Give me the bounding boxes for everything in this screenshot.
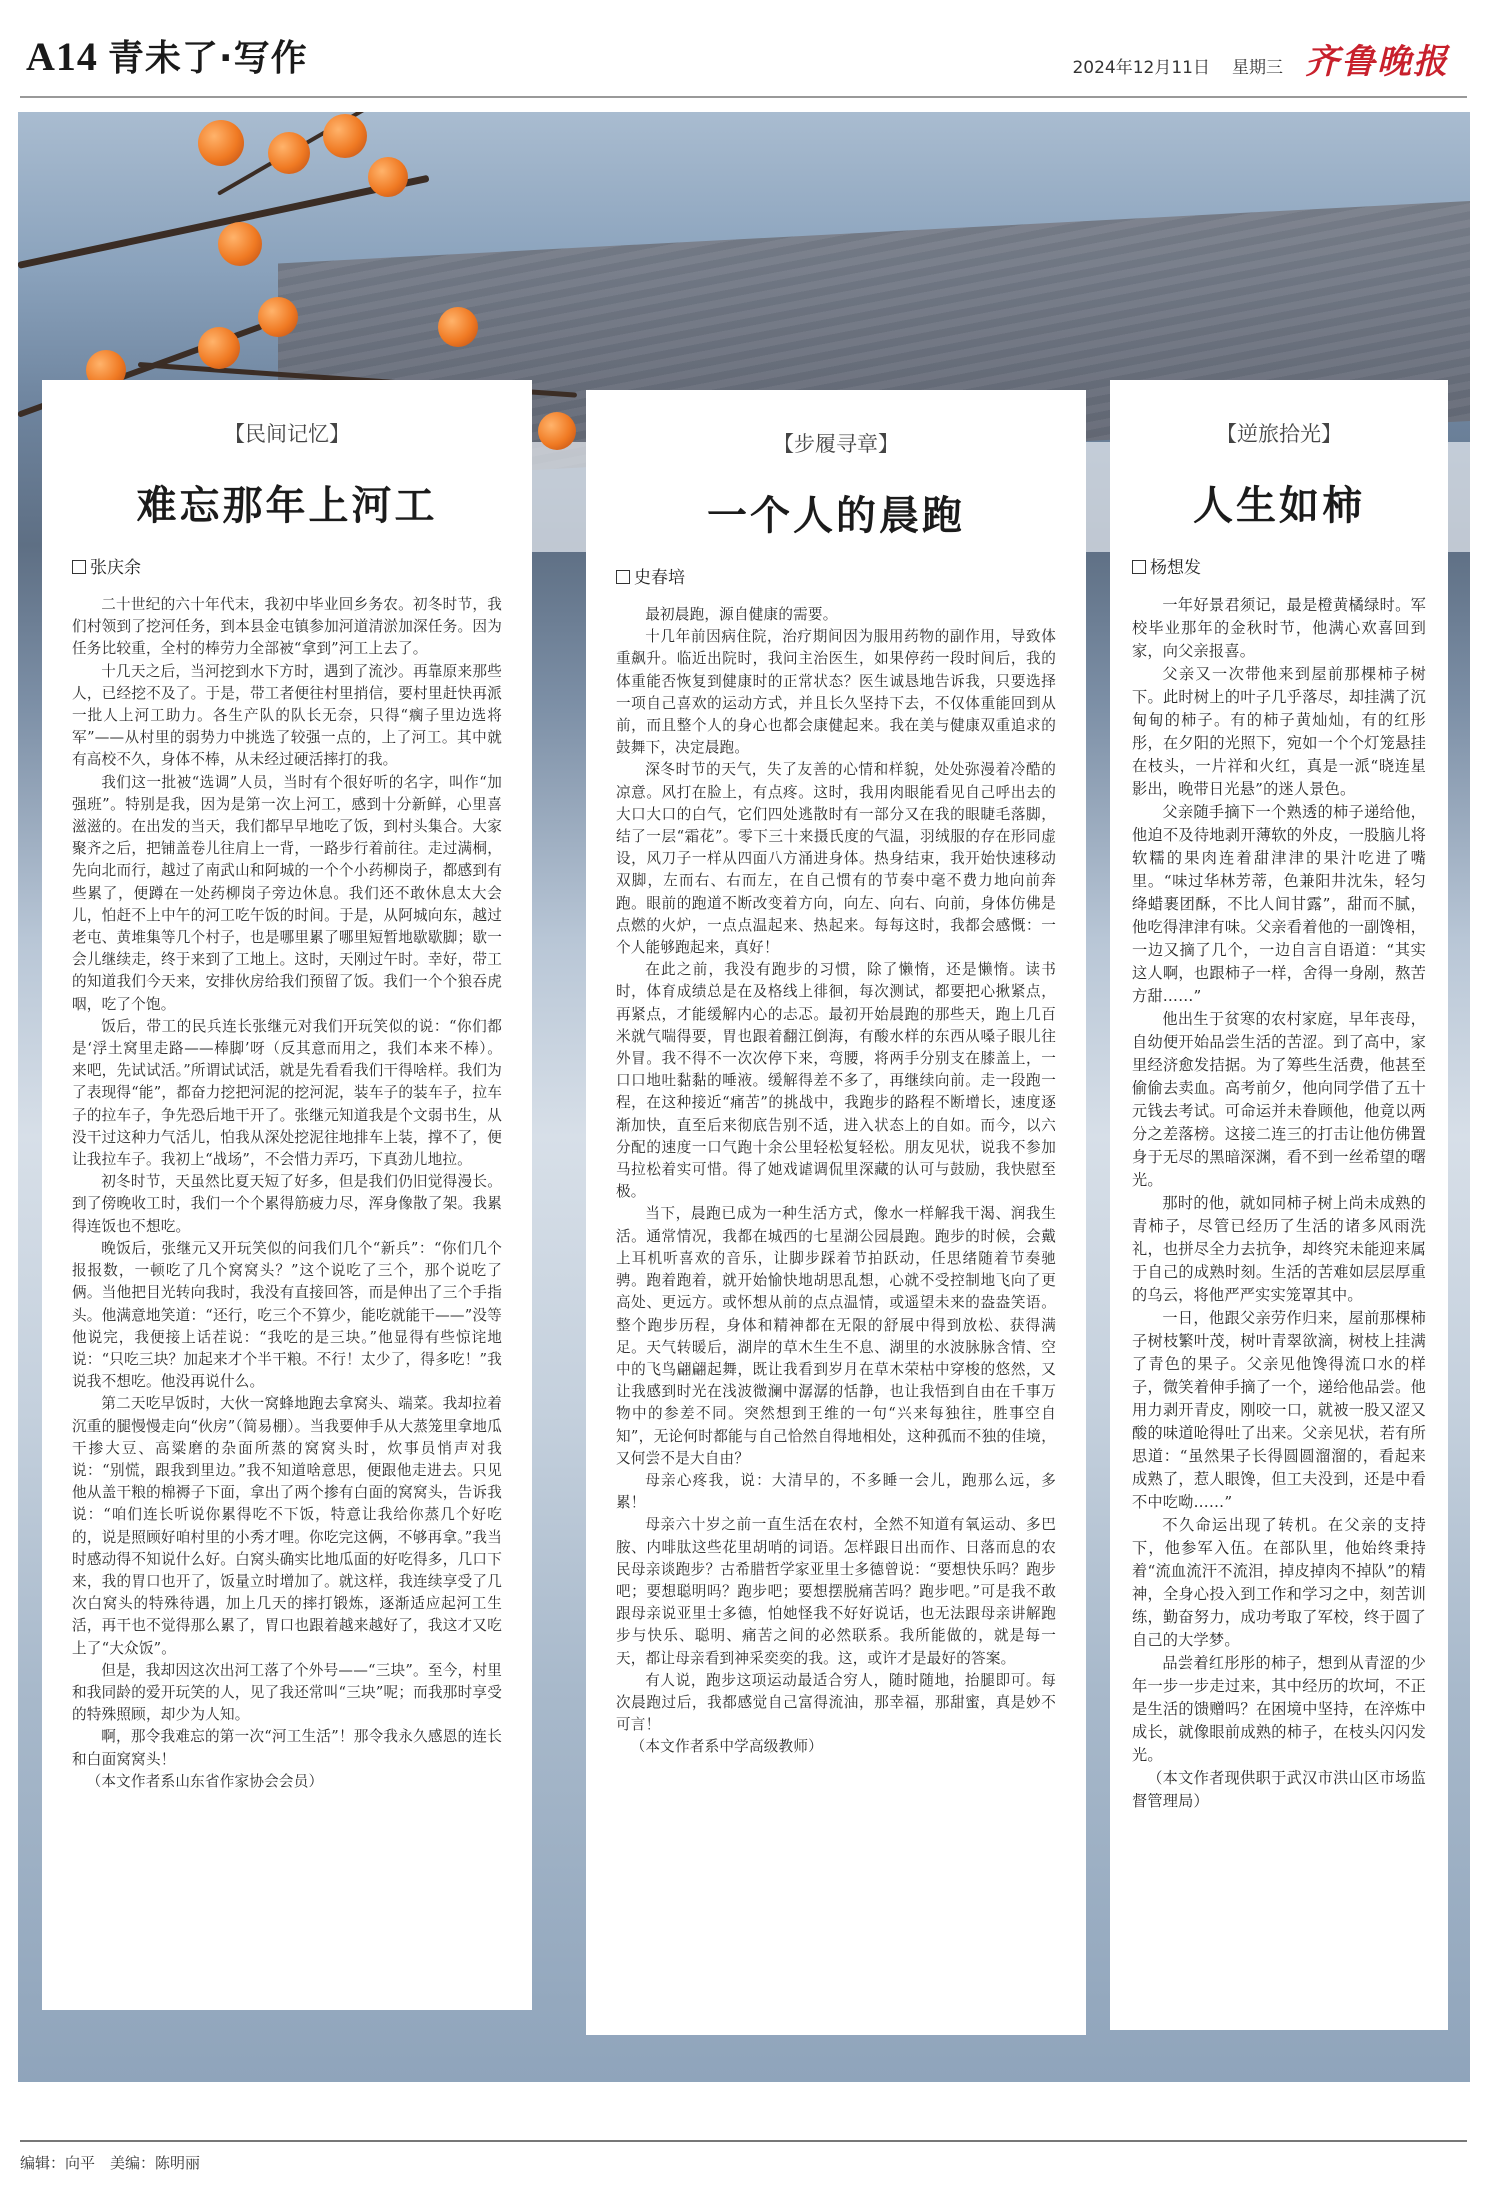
article-body: [616, 604, 1056, 1759]
paragraph: 最初晨跑，源自健康的需要。: [645, 606, 838, 623]
header-meta: [1072, 34, 1449, 83]
paragraph: 二十世纪的六十年代末，我初中毕业回乡务农。初冬时节，我们村领到了挖河任务，到本县金屯镇参加河道清淤加深任务。因为任务比较重，全村的棒劳力全部被“拿到”河工上去了。: [72, 596, 502, 658]
paragraph: 一日，他跟父亲劳作归来，屋前那棵柿子树枝繁叶茂，树叶青翠欲滴，树枝上挂满了青色的果子。父亲见他馋得流口水的样子，微笑着伸手摘了一个，递给他品尝。他用力剥开青皮，刚咬一口，就被一股又涩又酸的味道呛得吐了出来。父亲见状，若有所思道：“虽然果子长得圆圆溜溜的，看起来成熟了，惹人眼馋，但工夫没到，还是中看不中吃呦……”: [1132, 1309, 1426, 1511]
column-tag: 【步履寻章】: [773, 432, 899, 456]
paragraph: 但是，我却因这次出河工落了个外号——“三块”。至今，村里和我同龄的爱开玩笑的人，见了我还常叫“三块”呢；而我那时享受的特殊照顾，却少为人知。: [72, 1661, 502, 1724]
paragraph: 在此之前，我没有跑步的习惯，除了懒惰，还是懒惰。读书时，体育成绩总是在及格线上徘徊，每次测试，都要把心揪紧点，再紧点，才能缓解内心的忐忑。最初开始晨跑的那些天，跑上几百米就气喘得要，胃也跟着翻江倒海，有酸水样的东西从嗓子眼儿往外冒。我不得不一次次停下来，弯腰，将两手分别支在膝盖上，一口口地吐黏黏的唾液。缓解得差不多了，再继续向前。走一段跑一程，在这种接近“痛苦”的挑战中，我跑步的路程不断增长，速度逐渐加快，直至后来彻底告别不适，进入状态上的自如。而今，以六分配的速度一口气跑十余公里轻松复轻松。朋友见状，说我不参加马拉松着实可惜。得了她戏谑调侃里深藏的认可与鼓励，我快慰至极。: [616, 961, 1056, 1201]
article-body: [1132, 594, 1426, 1813]
author-name: 史春培: [634, 568, 685, 588]
article-title: 人生如柿: [1193, 483, 1365, 529]
article-card-1: [42, 380, 532, 2010]
paragraph: 父亲又一次带他来到屋前那棵柿子树下。此时树上的叶子几乎落尽，却挂满了沉甸甸的柿子。有的柿子黄灿灿，有的红彤彤，在夕阳的光照下，宛如一个个灯笼悬挂在枝头，一片祥和火红，真是一派“晓连星影出，晚带日光悬”的迷人景色。: [1132, 665, 1426, 798]
paragraph: 有人说，跑步这项运动最适合穷人，随时随地，抬腿即可。每次晨跑过后，我都感觉自己富得流油，那幸福，那甜蜜，真是妙不可言！: [616, 1671, 1056, 1734]
persimmon-fruit: [323, 114, 367, 158]
persimmon-fruit: [198, 120, 244, 166]
paragraph: 晚饭后，张继元又开玩笑似的问我们几个“新兵”：“你们几个报报数，一顿吃了几个窝窝头？”这个说吃了三个，那个说吃了俩。当他把目光转向我时，我没有直接回答，而是伸出了三个手指头。他满意地笑道：“还行，吃三个不算少，能吃就能干——”没等他说完，我便接上话茬说：“我吃的是三块。”他显得有些惊诧地说：“只吃三块？加起来才个半干粮。不行！太少了，得多吃！”我说我不想吃。他没再说什么。: [72, 1239, 502, 1391]
paragraph: 十几年前因病住院，治疗期间因为服用药物的副作用，导致体重飙升。临近出院时，我问主治医生，如果停药一段时间后，我的体重能否恢复到健康时的正常状态？医生诚恳地告诉我，只要选择一项自己喜欢的运动方式，并且长久坚持下去，不仅体重能回到从前，而且整个人的身心也都会康健起来。我在美与健康双重追求的鼓舞下，决定晨跑。: [616, 628, 1056, 757]
column-tag: 【逆旅拾光】: [1216, 422, 1342, 446]
paragraph: 一年好景君须记，最是橙黄橘绿时。军校毕业那年的金秋时节，他满心欢喜回到家，向父亲报喜。: [1132, 596, 1426, 660]
paragraph: 品尝着红彤彤的柿子，想到从青涩的少年一步一步走过来，其中经历的坎坷，不正是生活的馈赠吗？在困境中坚持，在淬炼中成长，就像眼前成熟的柿子，在枝头闪闪发光。: [1132, 1654, 1426, 1764]
persimmon-fruit: [218, 222, 262, 266]
editor-credits: 编辑：向平 美编：陈明丽: [20, 2154, 201, 2172]
author-note: （本文作者系中学高级教师）: [630, 1738, 823, 1756]
author-name: 张庆余: [90, 558, 141, 578]
article-author: [1132, 553, 1426, 578]
article-title: 一个人的晨跑: [707, 493, 965, 539]
persimmon-fruit: [198, 327, 240, 369]
page-footer: [20, 2140, 1467, 2180]
persimmon-fruit: [438, 307, 478, 347]
page-code: [26, 30, 308, 81]
paragraph: 啊，那令我难忘的第一次“河工生活”！那令我永久感恩的连长和白面窝窝头！: [72, 1728, 502, 1768]
paragraph: 深冬时节的天气，失了友善的心情和样貌，处处弥漫着冷酷的凉意。风打在脸上，有点疼。这时，我用肉眼能看见自己呼出去的大口大口的白气，它们四处逃散时有一部分又在我的眼睫毛落脚，结了一层“霜花”。零下三十来摄氏度的气温，羽绒服的存在形同虚设，风刀子一样从四面八方涌进身体。热身结束，我开始快速移动双脚，左而右、右而左，在自己惯有的节奏中毫不费力地向前奔跑。眼前的跑道不断改变着方向，向左、向右、向前，身体仿佛是点燃的火炉，一点点温起来、热起来。每每这时，我都会感慨：一个人能够跑起来，真好！: [616, 761, 1056, 957]
paragraph: 第二天吃早饭时，大伙一窝蜂地跑去拿窝头、端菜。我却拉着沉重的腿慢慢走向“伙房”（简易棚）。当我要伸手从大蒸笼里拿地瓜干掺大豆、高粱磨的杂面所蒸的窝窝头时，炊事员悄声对我说：“别慌，跟我到里边。”我不知道啥意思，便跟他走进去。只见他从盖干粮的棉褥子下面，拿出了两个掺有白面的窝窝头，告诉我说：“咱们连长听说你累得吃不下饭，特意让我给你蒸几个好吃的，说是照顾好咱村里的小秀才哩。你吃完这俩，不够再拿。”我当时感动得不知说什么好。白窝头确实比地瓜面的好吃得多，几口下来，我的胃口也开了，饭量立时增加了。就这样，我连续享受了几次白窝头的特殊待遇，加上几天的摔打锻炼，逐渐适应起河工生活，再干也不觉得那么累了，胃口也跟着越来越好了，我这才又吃上了“大众饭”。: [72, 1395, 502, 1657]
author-note: （本文作者现供职于武汉市洪山区市场监督管理局）: [1132, 1769, 1426, 1810]
paragraph: 不久命运出现了转机。在父亲的支持下，他参军入伍。在部队里，他始终秉持着“流血流汗不流泪，掉皮掉肉不掉队”的精神，全身心投入到工作和学习之中，刻苦训练，勤奋努力，成功考取了军校，终于圆了自己的大学梦。: [1132, 1516, 1426, 1649]
paragraph: 当下，晨跑已成为一种生活方式，像水一样解我干渴、润我生活。通常情况，我都在城西的七星湖公园晨跑。跑步的时候，会戴上耳机听喜欢的音乐，让脚步踩着节拍跃动，任思绪随着节奏驰骋。跑着跑着，就开始愉快地胡思乱想，心就不受控制地飞向了更高处、更远方。或怀想从前的点点温情，或遥望未来的盎盎笑语。整个跑步历程，身体和精神都在无限的舒展中得到放松、获得满足。天气转暖后，湖岸的草木生生不息、湖里的水波脉脉含情、空中的飞鸟翩翩起舞，既让我看到岁月在草木荣枯中穿梭的悠然，又让我感到时光在浅波微澜中潺潺的恬静，也让我悟到自由在千事万物中的参差不同。突然想到王维的一句“兴来每独往，胜事空自知”，无论何时都能与自己恰然自得地相处，这种孤而不独的佳境，又何尝不是大自由？: [616, 1205, 1056, 1467]
page-number: A14: [26, 34, 98, 79]
paragraph: 饭后，带工的民兵连长张继元对我们开玩笑似的说：“你们都是‘浮土窝里走路——棒脚’呀（反其意而用之，我们本来不棒）。来吧，先试试活。”所谓试试活，就是先看看我们干得啥样。我们为了表现得“能”，都奋力挖把河泥的挖河泥，装车子的装车子，拉车子的拉车子，争先恐后地干开了。张继元知道我是个文弱书生，从没干过这种力气活儿，怕我从深处挖泥往地排车上装，撑不了，便让我拉车子。我初上“战场”，不会惜力弄巧，下真劲儿地拉。: [72, 1017, 502, 1169]
persimmon-fruit: [538, 412, 576, 450]
paragraph: 父亲随手摘下一个熟透的柿子递给他，他迫不及待地剥开薄软的外皮，一股脑儿将软糯的果肉连着甜津津的果汁吃进了嘴里。“味过华林芳蒂，色兼阳井沈朱，轻匀绛蜡裹团酥，不比人间甘露”，甜而不腻，他吃得津津有味。父亲看着他的一副馋相，一边又摘了几个，一边自言自语道：“其实这人啊，也跟柿子一样，舍得一身剐，熬苦方甜……”: [1132, 803, 1426, 1005]
article-author: [72, 553, 502, 578]
author-box-icon: [616, 570, 630, 584]
persimmon-fruit: [258, 297, 298, 337]
paragraph: 他出生于贫寒的农村家庭，早年丧母，自幼便开始品尝生活的苦涩。到了高中，家里经济愈发拮据。为了筹些生活费，他甚至偷偷去卖血。高考前夕，他向同学借了五十元钱去考试。可命运并未眷顾他，他竟以两分之差落榜。这接二连三的打击让他仿佛置身于无尽的黑暗深渊，看不到一丝希望的曙光。: [1132, 1010, 1426, 1189]
author-note: （本文作者系山东省作家协会会员）: [86, 1772, 324, 1790]
column-tag: 【民间记忆】: [224, 422, 350, 446]
article-author: [616, 563, 1056, 588]
paragraph: 我们这一批被“选调”人员，当时有个很好听的名字，叫作“加强班”。特别是我，因为是第一次上河工，感到十分新鲜，心里喜滋滋的。在出发的当天，我们都早早地吃了饭，到村头集合。大家聚齐之后，把铺盖卷儿往肩上一背，一路步行着前往。走过满桐，先向北而行，越过了南武山和阿城的一个个小药柳岗子，都感到有些累了，便蹲在一处药柳岗子旁边休息。我们还不敢休息太大会儿，怕赶不上中午的河工吃午饭的时间。于是，从阿城向东，越过老屯、黄堆集等几个村子，也是哪里累了哪里短暂地歇歇脚；歇一会儿继续走，终于来到了工地上。这时，天刚过午时。幸好，带工的知道我们今天来，安排伙房给我们预留了饭。我们一个个狼吞虎咽，吃了个饱。: [72, 773, 502, 1013]
paragraph: 那时的他，就如同柿子树上尚未成熟的青柿子，尽管已经历了生活的诸多风雨洗礼，也拼尽全力去抗争，却终究未能迎来属于自己的成熟时刻。生活的苦难如层层厚重的乌云，将他严严实实笼罩其中。: [1132, 1194, 1426, 1304]
paragraph: 母亲六十岁之前一直生活在农村，全然不知道有氧运动、多巴胺、内啡肽这些花里胡哨的词语。怎样跟日出而作、日落而息的农民母亲谈跑步？古希腊哲学家亚里士多德曾说：“要想快乐吗？跑步吧；要想聪明吗？跑步吧；要想摆脱痛苦吗？跑步吧。”可是我不敢跟母亲说亚里士多德，怕她怪我不好好说话，也无法跟母亲讲解跑步与快乐、聪明、痛苦之间的必然联系。我所能做的，就是每一天，都让母亲看到神采奕奕的我。这，或许才是最好的答案。: [616, 1516, 1056, 1667]
paragraph: 十几天之后，当河挖到水下方时，遇到了流沙。再靠原来那些人，已经挖不及了。于是，带工者便往村里捎信，要村里赶快再派一批人上河工助力。各生产队的队长无奈，只得“瘸子里边选将军”——从村里的弱势力中挑选了较强一点的，上了河工。其中就有高校不久，身体不棒，从未经过硬活摔打的我。: [72, 662, 502, 769]
author-box-icon: [1132, 560, 1146, 574]
article-title: 难忘那年上河工: [136, 483, 438, 529]
page-header: [0, 0, 1487, 112]
article-body: [72, 594, 502, 1793]
issue-weekday: 星期三: [1232, 58, 1283, 78]
paragraph: 母亲心疼我，说：大清早的，不多睡一会儿，跑那么远，多累！: [616, 1471, 1056, 1512]
issue-date: 2024年12月11日: [1072, 58, 1210, 78]
article-card-2: [586, 390, 1086, 2035]
masthead-logo: 齐鲁晚报: [1305, 42, 1449, 82]
section-name: 青未了·写作: [107, 38, 308, 79]
article-card-3: [1110, 380, 1448, 2030]
author-box-icon: [72, 560, 86, 574]
persimmon-fruit: [368, 157, 408, 197]
footer-rule: [20, 2140, 1467, 2142]
paragraph: 初冬时节，天虽然比夏天短了好多，但是我们仍旧觉得漫长。到了傍晚收工时，我们一个个累得筋疲力尽，浑身像散了架。我累得连饭也不想吃。: [72, 1173, 502, 1235]
header-rule: [20, 96, 1467, 98]
persimmon-fruit: [268, 132, 310, 174]
author-name: 杨想发: [1150, 558, 1201, 578]
